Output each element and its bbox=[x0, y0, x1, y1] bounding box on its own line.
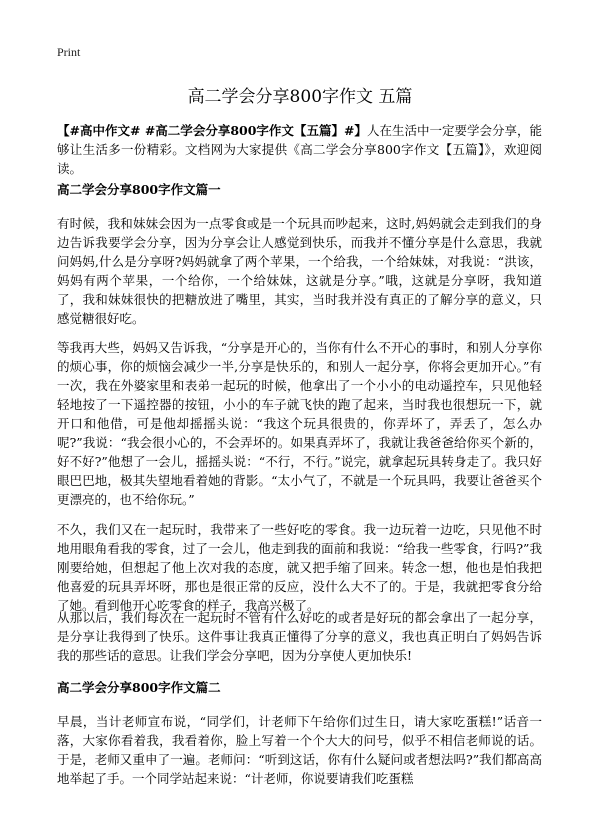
section-2-paragraph-1: 早晨，当计老师宣布说，“同学们，计老师下午给你们过生日，请大家吃蛋糕!”话音一落，大家你看着我，我看着你，脸上写着一个个大大的问号，似乎不相信老师说的话。于是，老师又重申了一遍。老师问：“听到这话，你有什么疑问或者想法吗?”我们都高高地举起了手。一个同学站起来说：“计老师，你说要请我们吃蛋糕 bbox=[57, 714, 542, 786]
intro-text: 人在生活中一定要学会分享，能够让生活多一份精彩。文档网为大家提供《高二学会分享800字作文【五篇】》，欢迎阅读。 bbox=[57, 123, 542, 176]
print-link[interactable]: Print bbox=[57, 45, 81, 59]
page-title: 高二学会分享800字作文 五篇 bbox=[187, 87, 413, 107]
section-1-paragraph-1: 有时候，我和妹妹会因为一点零食或是一个玩具而吵起来，这时,妈妈就会走到我们的身边告诉我要学会分享，因为分享会让人感觉到快乐，而我并不懂分享是什么意思，我就问妈妈,什么是分享呀?妈妈就拿了两个苹果，一个给我，一个给妹妹，对我说：“洪该，妈妈有两个苹果，一个给你，一个给妹妹，这就是分享。”哦，这就是分享呀，我知道了，我和妹妹很快的把糖放进了嘴里，其实，当时我并没有真正的了解分享的意义，只感觉糖很好吃。 bbox=[57, 216, 542, 326]
section-1-paragraph-4: 从那以后，我们每次在一起玩时不管有什么好吃的或者是好玩的都会拿出了一起分享，是分享让我得到了快乐。这件事让我真正懂得了分享的意义，我也真正明白了妈妈告诉我的那些话的意思。让我们学会分享吧，因为分享使人更加快乐! bbox=[57, 610, 542, 663]
section-heading-2: 高二学会分享800字作文篇二 bbox=[57, 680, 221, 695]
section-1-paragraph-3: 不久，我们又在一起玩时，我带来了一些好吃的零食。我一边玩着一边吃，只见他不时地用眼角看我的零食，过了一会儿，他走到我的面前和我说：“给我一些零食，行吗?”我刚要给她，但想起了他上次对我的态度，就又把手缩了回来。转念一想，他也是怕我把他喜爱的玩具弄坏呀，那也是很正常的反应，没什么大不了的。于是，我就把零食分给了她。看到他开心吃零食的样子，我高兴极了。 bbox=[57, 522, 542, 613]
intro-tags: 【#高中作文# #高二学会分享800字作文【五篇】#】 bbox=[57, 123, 367, 138]
intro-paragraph bbox=[57, 121, 542, 178]
section-heading-1: 高二学会分享800字作文篇一 bbox=[57, 182, 221, 197]
section-1-paragraph-2: 等我再大些，妈妈又告诉我，“分享是开心的，当你有什么不开心的事时，和别人分享你的烦心事，你的烦恼会减少一半,分享是快乐的，和别人一起分享，你将会更加开心。”有一次，我在外婆家里和表弟一起玩的时候，他拿出了一个小小的电动遥控车，只见他轻轻地按了一下遥控器的按钮，小小的车子就飞快的跑了起来，当时我也很想玩一下，就开口和他借，可是他却摇摇头说：“我这个玩具很贵的，你弄坏了，弄丢了，怎么办呢?”我说：“我会很小心的，不会弄坏的。如果真弄坏了，我就让我爸爸给你买个新的，好不好?”他想了一会儿，摇摇头说：“不行，不行。”说完，就拿起玩具转身走了。我只好眼巴巴地，极其失望地看着她的背影。“太小气了，不就是一个玩具吗，我要让爸爸买个更漂亮的，也不给你玩。” bbox=[57, 340, 542, 507]
